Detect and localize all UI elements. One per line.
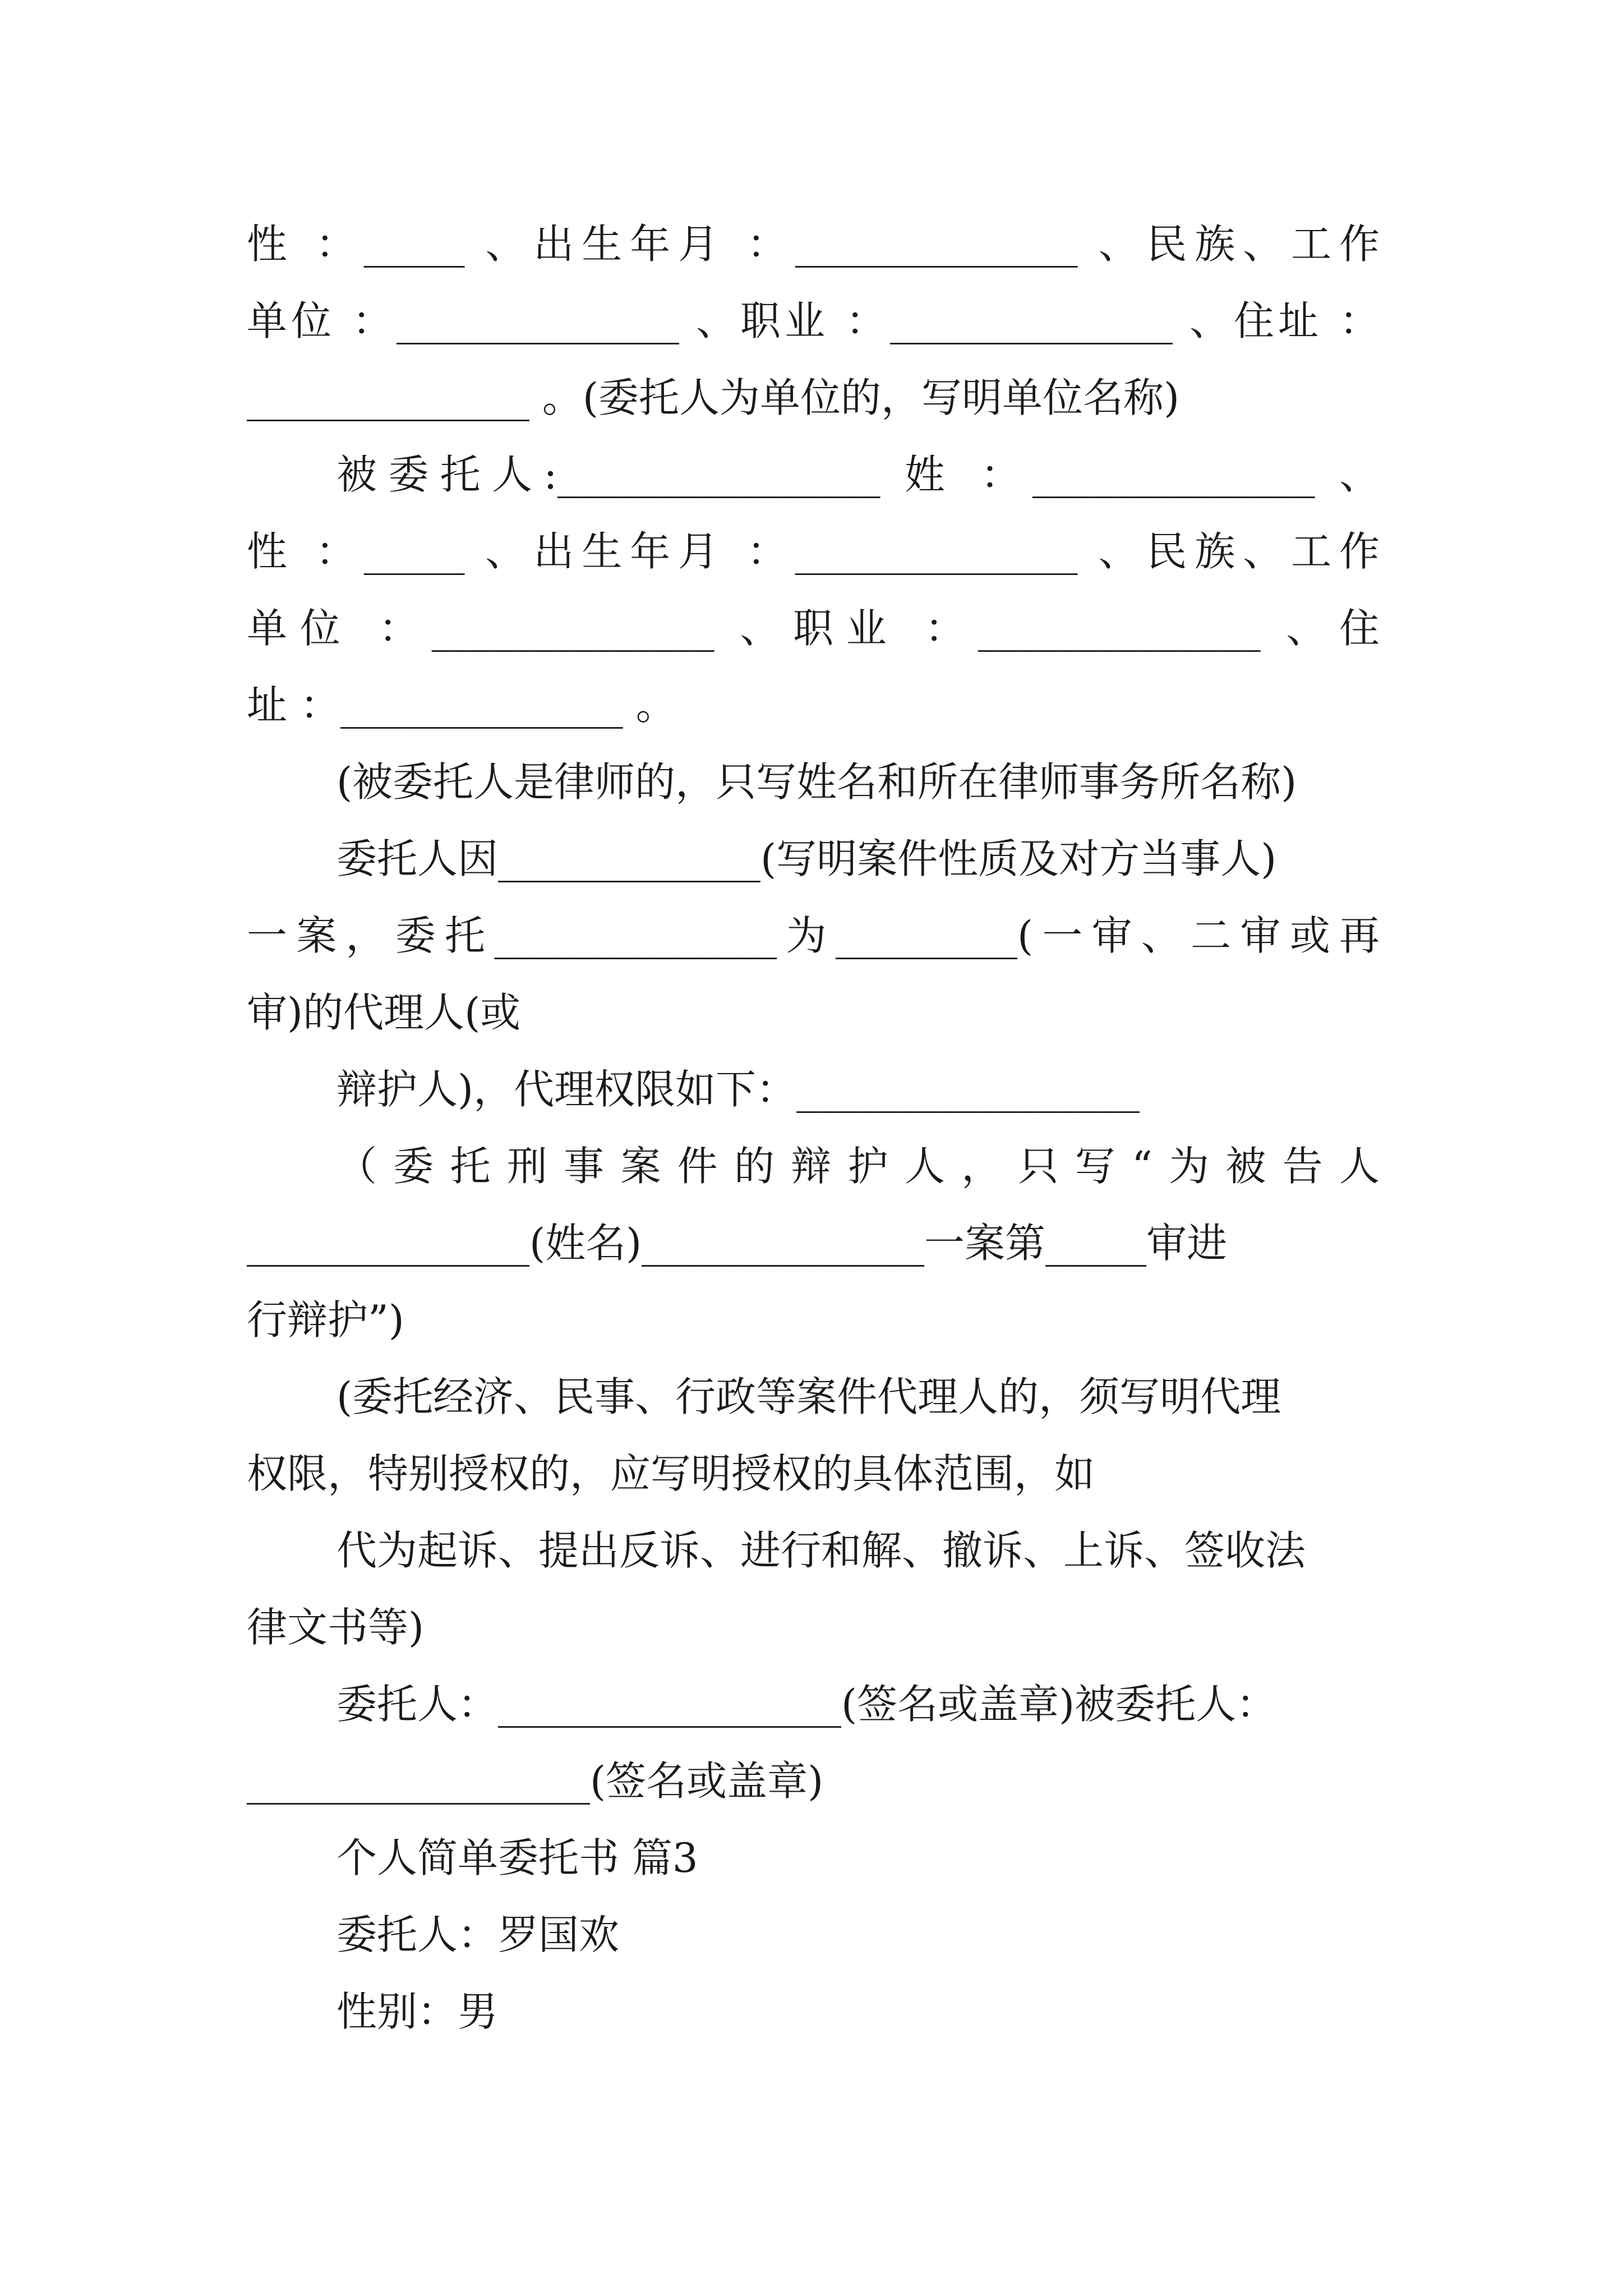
text-line: _________________(签名或盖章) <box>247 1757 824 1805</box>
text-line: 审)的代理人(或 <box>247 989 521 1036</box>
text-line: 律文书等) <box>247 1604 425 1651</box>
text-line: 单位 ：______________ 、职业 ：______________ 、住 <box>247 605 1380 652</box>
text-line: 委托人：罗国欢 <box>336 1911 620 1958</box>
text-line: 单位 ：______________ 、职业 ：______________ 、住址 ： <box>247 297 1380 344</box>
text-line: （委托刑事案件的辩护人，只写“为被告人 <box>336 1143 1380 1190</box>
text-line: 权限，特别授权的，应写明授权的具体范围，如 <box>247 1450 1095 1497</box>
text-line: 辩护人)，代理权限如下：_________________ <box>336 1066 1140 1113</box>
text-line: ______________(姓名)______________一案第_____审进 <box>247 1220 1228 1267</box>
section-heading: 个人简单委托书 篇3 <box>336 1834 698 1881</box>
text-line: 址 ：______________ 。 <box>247 682 676 729</box>
text-line: 一案，委托______________为_________(一审、二审或再 <box>247 912 1380 959</box>
text-line: 委托人因_____________(写明案件性质及对方当事人) <box>336 835 1277 882</box>
text-line: 行辩护”) <box>247 1296 404 1343</box>
text-line: ______________ 。(委托人为单位的，写明单位名称) <box>247 374 1180 421</box>
text-line: 性别：男 <box>336 1988 499 2035</box>
text-line: 性 ：_____ 、出生年月 ：______________ 、民族、工作 <box>247 220 1380 268</box>
text-line: 代为起诉、提出反诉、进行和解、撤诉、上诉、签收法 <box>336 1527 1306 1574</box>
text-line: 委托人：_________________(签名或盖章)被委托人： <box>336 1681 1277 1728</box>
text-line: (被委托人是律师的，只写姓名和所在律师事务所名称) <box>336 758 1297 806</box>
text-line: 被委托人:________________ 姓 ：______________ 、 <box>336 451 1380 498</box>
text-line: 性 ：_____ 、出生年月 ：______________ 、民族、工作 <box>247 528 1380 575</box>
text-line: (委托经济、民事、行政等案件代理人的，须写明代理 <box>336 1373 1281 1420</box>
